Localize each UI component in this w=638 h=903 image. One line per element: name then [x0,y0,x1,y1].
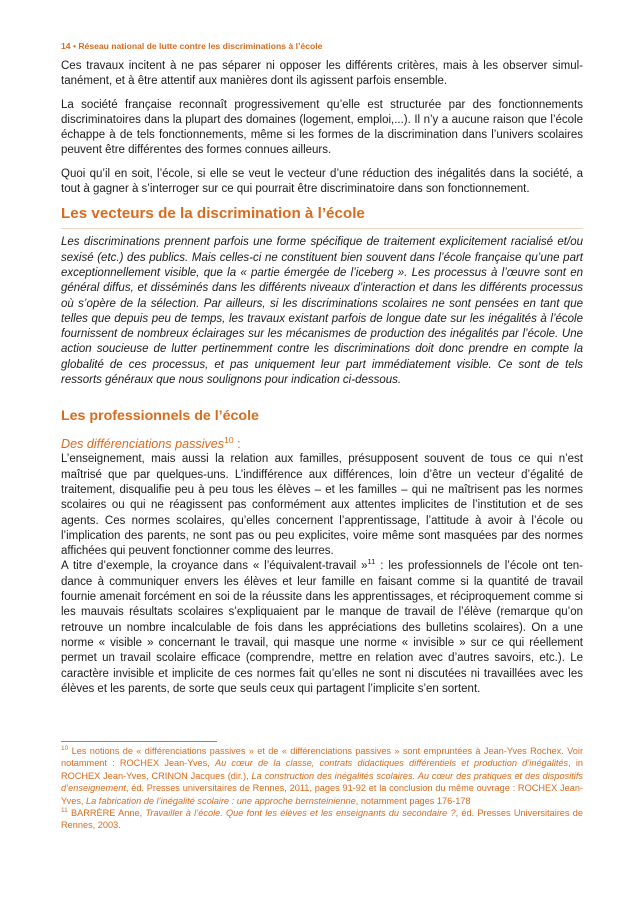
section-heading-vecteurs: Les vecteurs de la discrimination à l’école [61,205,583,229]
footnotes [61,741,583,832]
footnote-10 [61,745,583,807]
subheading-colon: : [233,437,241,452]
footnote-number-10: 10 [61,744,69,752]
footnote-10-text-1: Les notions de « différenciations passives » et de « différenciations passives » sont empruntées à Jean-Yves Rochex. Voir notamment : ROCHEX Jean-Yves, [61,746,583,769]
section-vecteurs-text: Les discriminations prennent parfois une forme spécifique de traitement explicitement racialisé et/ou sexisé (etc.) des publics. Mais celles-ci ne constituent bien souvent dans l’école française qu’une part exceptionnellement visible, que la « partie émergée de l’iceberg ». Les processus à l’œuvre sont en général diffus, et disséminés dans les différents niveaux d’interaction et dans les différents processus où s’opère de la sélection. Par ailleurs, si les discriminations scolaires ne sont pensées en tant que telles que depuis peu de temps, les travaux existant parfois de longue date sur les inégalités à l’école fournissent de nombreux éclairages sur les mécanismes de production des inégalités par l’école. Une action soucieuse de lutter pertinemment contre les discriminations doit donc prendre en compte la globalité de ces processus, et pas uniquement leur part immédiatement visible. Ce sont de tels ressorts généraux que nous soulignons pour indication ci-dessous. [61,236,583,387]
paragraph-2-end: : les professionnels de l’école ont tendance à communiquer envers les élèves et leur famille en faisant comme si la quantité de travail fournie amenait forcément en soi de la réussite dans les apprentissages, et réciproquement comme si les mauvais résultats scolaires s’expliquaient par le manque de travail de l’élève (remarque qu’on retrouve un nombre incalculable de fois dans les appréciations des bulletins scolaires). On a une norme « visible » concernant le travail, qui masque une norme « invisible » sur ce qui réellement permet un travail scolaire efficace (comprendre, mettre en relation avec d’autres savoirs, etc.). Le caractère invisible et implicite de ces normes fait qu’elles ne sont ni discutées ni travaillées avec les élèves et les parents, de sorte que seuls ceux qui partagent l’implicite s’en sortent. [61,560,583,695]
intro-paragraph-2: La société française reconnaît progressivement qu’elle est structurée par des fonctionnements discriminatoires dans la plupart des domaines (logement, emploi,...). Il n’y a aucune raison que l’école échappe à de tels fonctionnements, même si les formes de la discrimination dans l’univers scolaires peuvent être différentes des formes connues ailleurs. [61,98,583,157]
footnote-10-text-3: , éd. Presses universitaires de Rennes, 2011, pages 91-92 et la conclusion du même ouvrage : ROCHEX Jean-Yves, [61,783,583,806]
footnote-11 [61,807,583,832]
footnote-10-text-2: , in ROCHEX Jean-Yves, CRINON Jacques (dir.), [61,758,584,781]
footnote-11-text-2: , éd. Presses Universitaires de Rennes, 2003. [61,808,583,831]
running-header: 14 • Réseau national de lutte contre les discriminations à l’école [61,41,323,51]
professionnels-paragraph-2 [61,559,583,697]
footnote-10-title-2: La construction des inégalités scolaires. Au cœur des pratiques et des dispositifs d’enseignement [61,770,583,794]
footnote-11-title-1: Travailler à l’école. Que font les élèves et les enseignants du secondaire ? [145,808,456,819]
intro-paragraph-3: Quoi qu’il en soit, l’école, si elle se veut le vecteur d’une réduction des inégalités dans la société, a tout à gagner à s’interroger sur ce qui pourrait être discriminatoire dans son fonctionnement. [61,167,583,196]
footnote-number-11: 11 [61,806,68,814]
footnote-10-text-4: , notamment pages 176-178 [355,795,471,806]
subheading-differenciations [61,437,583,451]
footnote-ref-10[interactable]: 10 [224,435,234,446]
paragraph-2-start: A titre d’exemple, la croyance dans « l’équivalent-travail » [61,560,368,573]
footnote-divider [61,741,217,742]
section-heading-professionnels: Les professionnels de l’école [61,408,259,425]
subheading-text: Des différenciations passives [61,437,225,452]
professionnels-paragraph-1: L’enseignement, mais aussi la relation aux familles, présupposent souvent de tous ce qui n’est maîtrisé que par quelques-uns. L’indifférence aux différences, loin d’être un vecteur d’égalité de traitement, disqualifie peu à peu tous les élèves – et les familles – qui ne maîtrisent pas les normes scolaires ou qui ne réagissent pas conformément aux attentes implicites de l’institution et de ses agents. Ces normes scolaires, qu’elles concernent l’apprentissage, l’attitude à avoir à l’école ou l’implication des parents, ne sont pas ou peu explicites, voire même sont masquées par des normes affichées qui peuvent fonctionner comme des leurres. [61,453,583,558]
footnote-10-title-1: Au cœur de la classe, contrats didactiques différentiels et production d’inégalités [215,758,569,769]
footnote-11-text-1: BARRÈRE Anne, [67,808,146,819]
intro-paragraph-1: Ces travaux incitent à ne pas séparer ni opposer les différents critères, mais à les observer simultanément, et à être attentif aux manières dont ils agissent parfois ensemble. [61,60,583,88]
footnote-10-title-3: La fabrication de l’inégalité scolaire : une approche bernsteinienne [86,795,356,806]
page-body [61,59,583,697]
footnote-ref-11[interactable]: 11 [367,557,376,567]
